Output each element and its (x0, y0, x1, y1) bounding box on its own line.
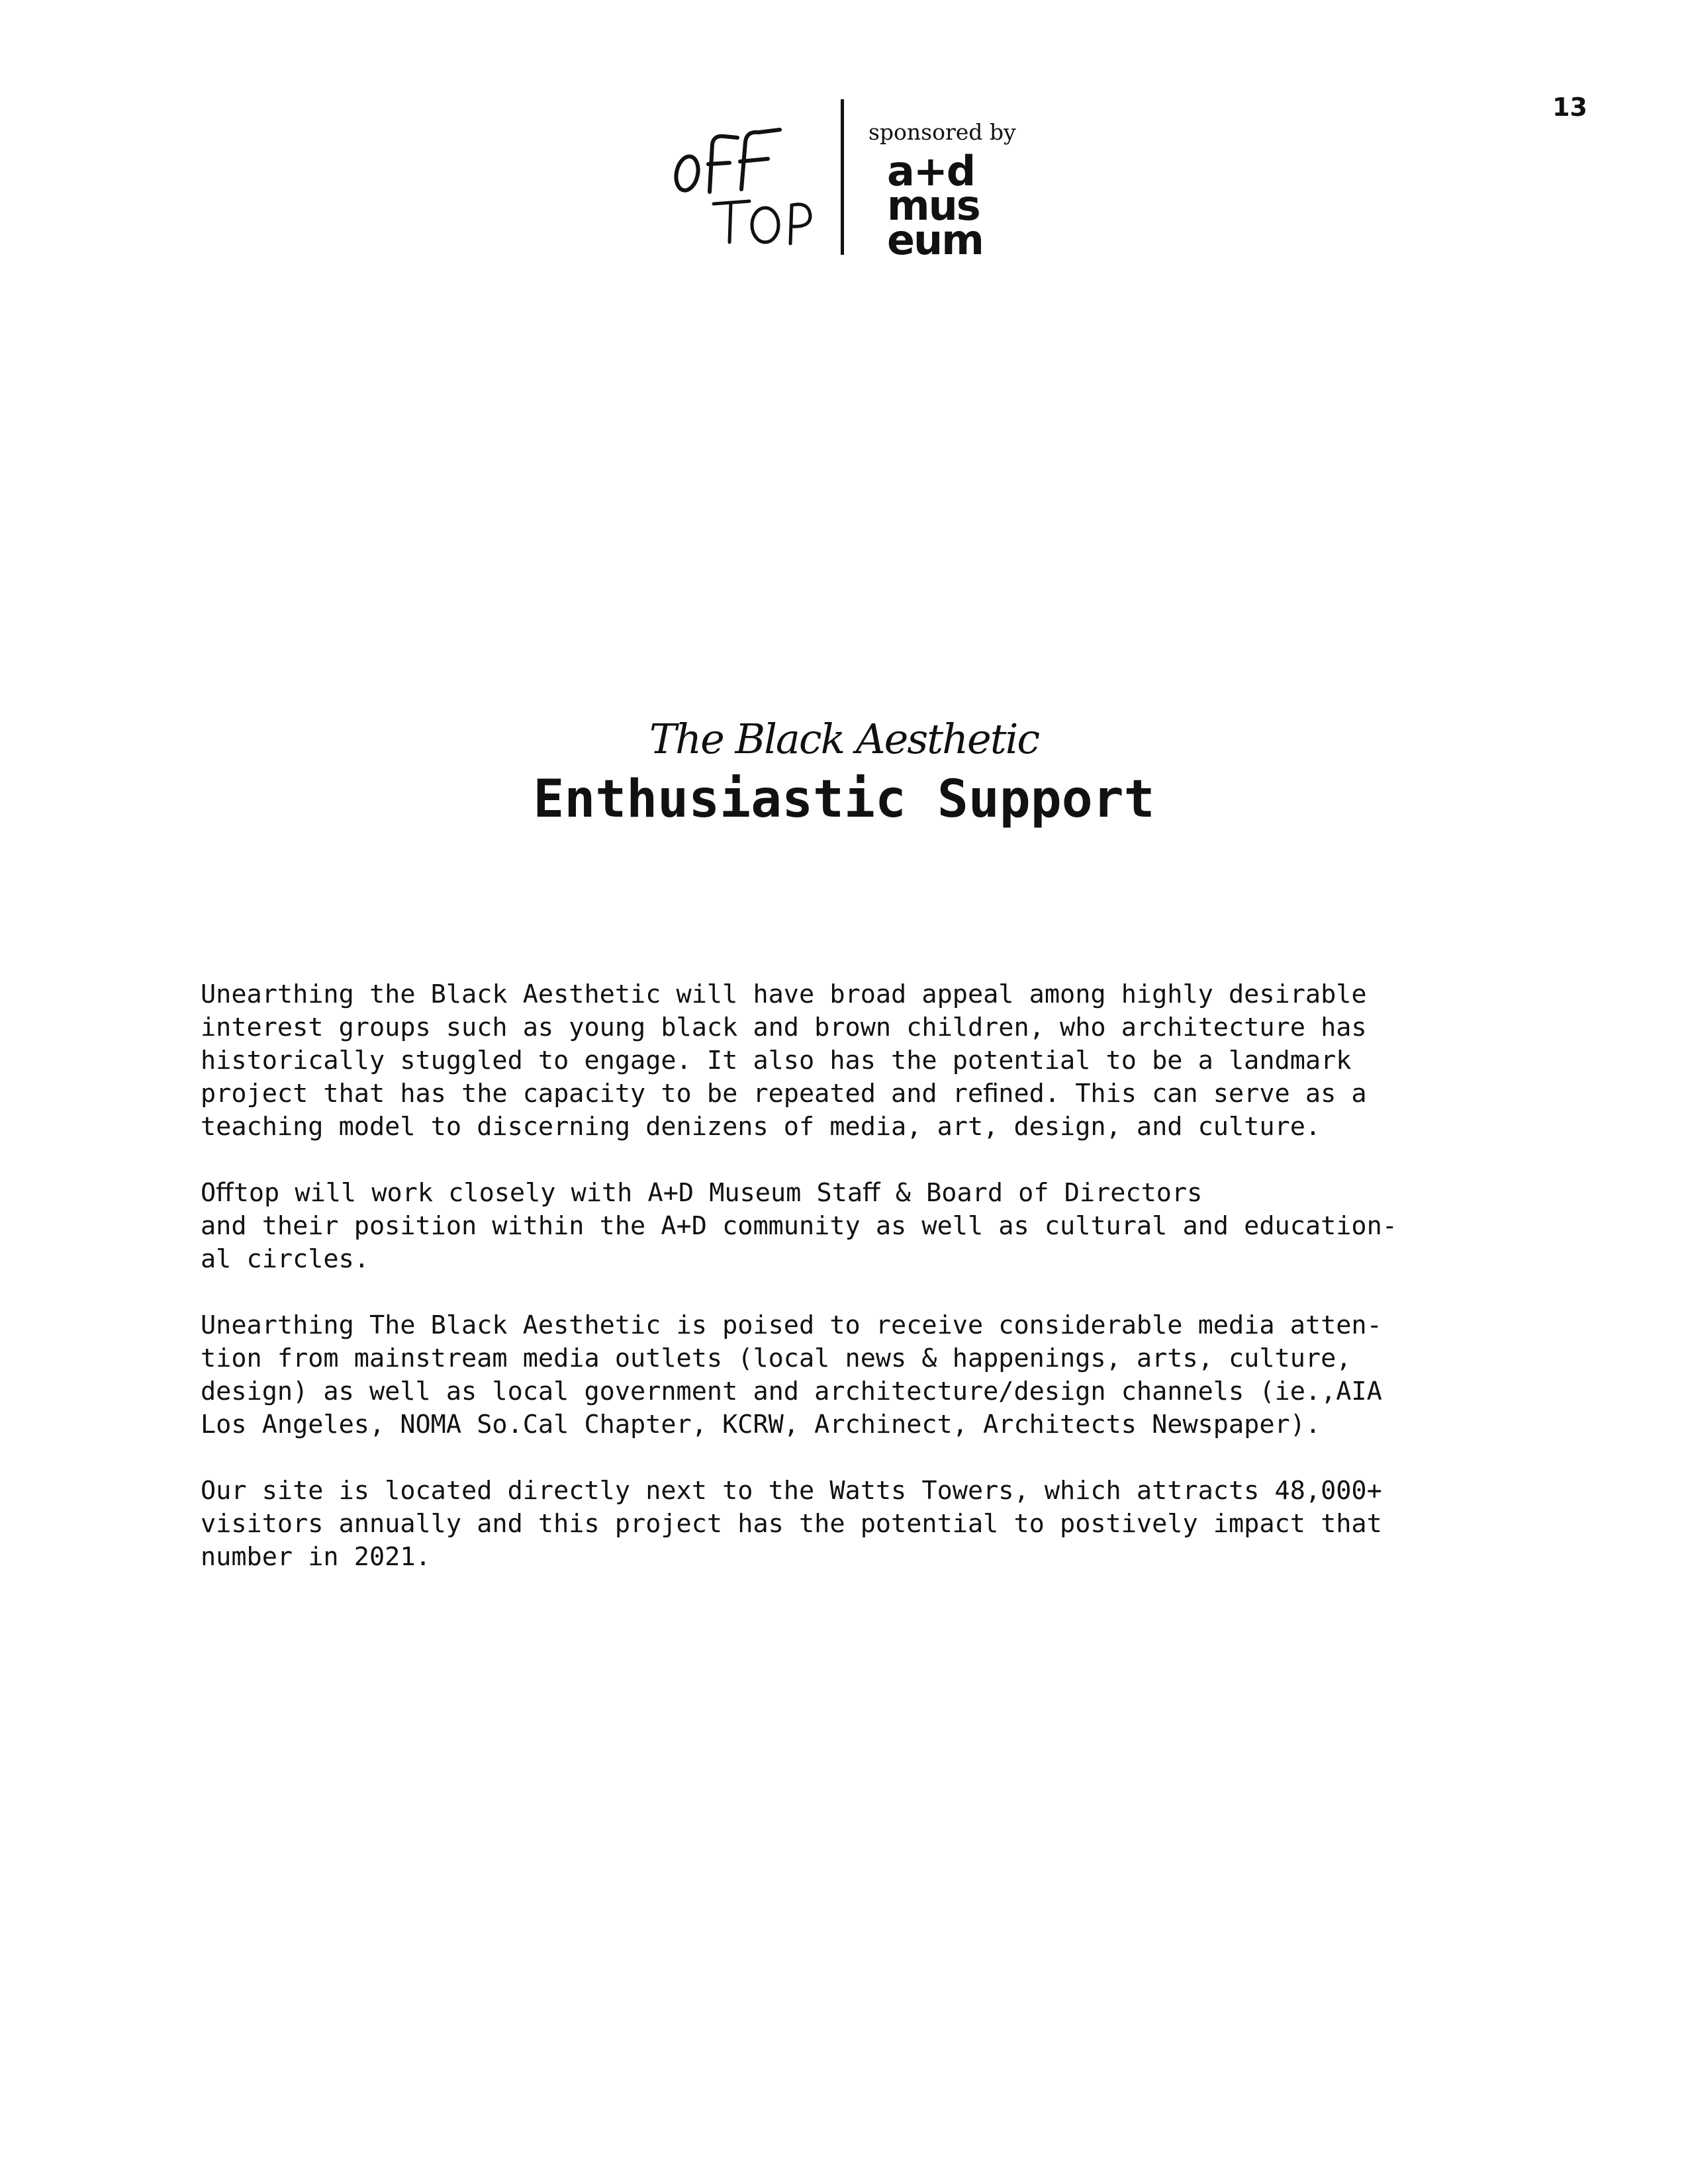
logo-divider (841, 99, 844, 255)
body-paragraph: Our site is located directly next to the Watts Towers, which attracts 48,000+ visitors annually and this project has the potential to postively impact that number in 2021. (201, 1476, 1382, 1572)
ad-museum-logo-line: a+d (887, 147, 975, 195)
ad-museum-logo (887, 147, 1033, 264)
title-block (0, 715, 1688, 829)
ad-museum-logo-line: mus (887, 181, 980, 230)
body-paragraph: Unearthing the Black Aesthetic will have broad appeal among highly desirable interest groups such as young black and brown children, who architecture has historically stuggled to engage. It also has the potential to be a landmark project that has the capacity to be repeated and reﬁned. This can serve as a teaching model to discerning denizens of media, art, design, and culture. (201, 979, 1367, 1142)
offtop-logo (669, 113, 821, 251)
sponsor-block (861, 119, 1033, 264)
ad-museum-logo-line: eum (887, 216, 983, 264)
sponsor-label: sponsored by (868, 119, 1016, 145)
page-number: 13 (1552, 93, 1587, 122)
body-paragraph: Unearthing The Black Aesthetic is poised to receive considerable media atten- tion from mainstream media outlets (local news & happenings, arts, culture, design) as well as local government and architecture/design channels (ie.,AIA Los Angeles, NOMA So.Cal Chapter, KCRW, Archinect, Architects Newspaper). (201, 1310, 1382, 1439)
body-paragraph: Oﬀtop will work closely with A+D Museum Staﬀ & Board of Directors and their position within the A+D community as well as cultural and education- al circles. (201, 1178, 1397, 1274)
offtop-logo-graphic (669, 113, 821, 251)
section-subtitle: The Black Aesthetic (649, 715, 1039, 763)
page-title: Enthusiastic Support (533, 770, 1155, 829)
body-text (201, 978, 1524, 1607)
header-logos (0, 93, 1688, 265)
